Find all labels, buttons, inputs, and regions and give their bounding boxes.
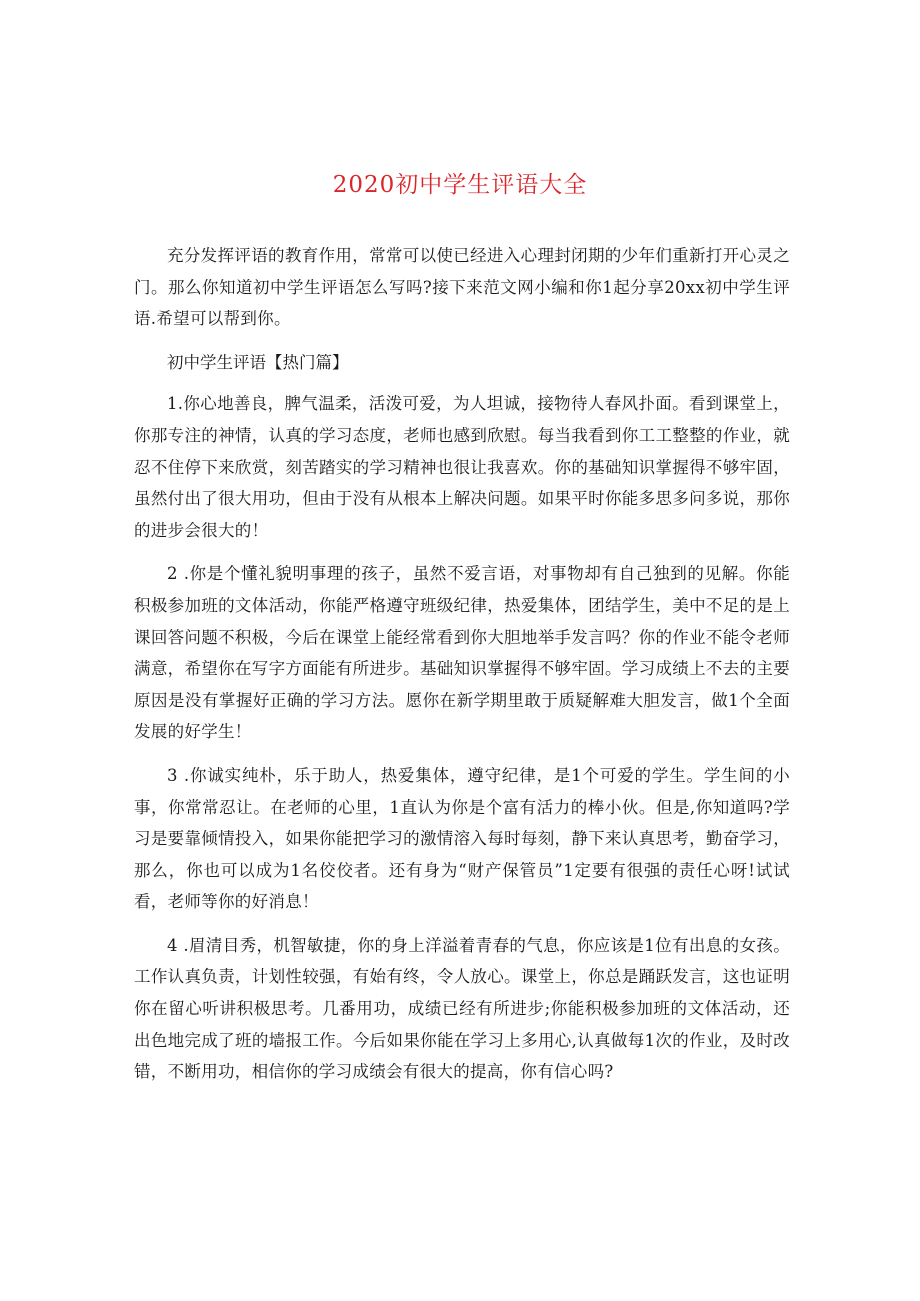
comment-item-4: 4 .眉清目秀，机智敏捷，你的身上洋溢着青春的气息，你应该是1位有出息的女孩。工作认真负责，计划性较强，有始有终，令人放心。课堂上，你总是踊跃发言，这也证明你在留心听讲积极思考。几番用功，成绩已经有所进步;你能积极参加班的文体活动，还出色地完成了班的墙报工作。今后如果你能在学习上多用心,认真做每1次的作业，及时改错，不断用功，相信你的学习成绩会有很大的提高，你有信心吗? bbox=[134, 935, 790, 1082]
document-title: 2020初中学生评语大全 bbox=[332, 172, 588, 198]
document-body bbox=[134, 240, 790, 1100]
comment-item-2: 2 .你是个懂礼貌明事理的孩子，虽然不爱言语，对事物却有自己独到的见解。你能积极参加班的文体活动，你能严格遵守班级纪律，热爱集体，团结学生，美中不足的是上课回答问题不积极，今后在课堂上能经常看到你大胆地举手发言吗？你的作业不能令老师满意，希望你在写字方面能有所进步。基础知识掌握得不够牢固。学习成绩上不去的主要原因是没有掌握好正确的学习方法。愿你在新学期里敢于质疑解难大胆发言，做1个全面发展的好学生！ bbox=[134, 564, 790, 742]
intro-paragraph: 充分发挥评语的教育作用，常常可以使已经进入心理封闭期的少年们重新打开心灵之门。那么你知道初中学生评语怎么写吗?接下来范文网小编和你1起分享20xx初中学生评语.希望可以帮到你。 bbox=[134, 246, 790, 329]
section-heading: 初中学生评语【热门篇】 bbox=[167, 352, 349, 372]
comment-item-3: 3 .你诚实纯朴，乐于助人，热爱集体，遵守纪律，是1个可爱的学生。学生间的小事，你常常忍让。在老师的心里，1直认为你是个富有活力的棒小伙。但是,你知道吗?学习是要靠倾情投入，如果你能把学习的激情溶入每时每刻，静下来认真思考，勤奋学习，那么，你也可以成为1名佼佼者。还有身为“财产保管员”1定要有很强的责任心呀!试试看，老师等你的好消息！ bbox=[134, 765, 790, 912]
comment-item-1: 1.你心地善良，脾气温柔，活泼可爱，为人坦诚，接物待人春风扑面。看到课堂上，你那专注的神情，认真的学习态度，老师也感到欣慰。每当我看到你工工整整的作业，就忍不住停下来欣赏，刻苦踏实的学习精神也很让我喜欢。你的基础知识掌握得不够牢固，虽然付出了很大用功，但由于没有从根本上解决问题。如果平时你能多思多问多说，那你的进步会很大的！ bbox=[134, 394, 790, 540]
